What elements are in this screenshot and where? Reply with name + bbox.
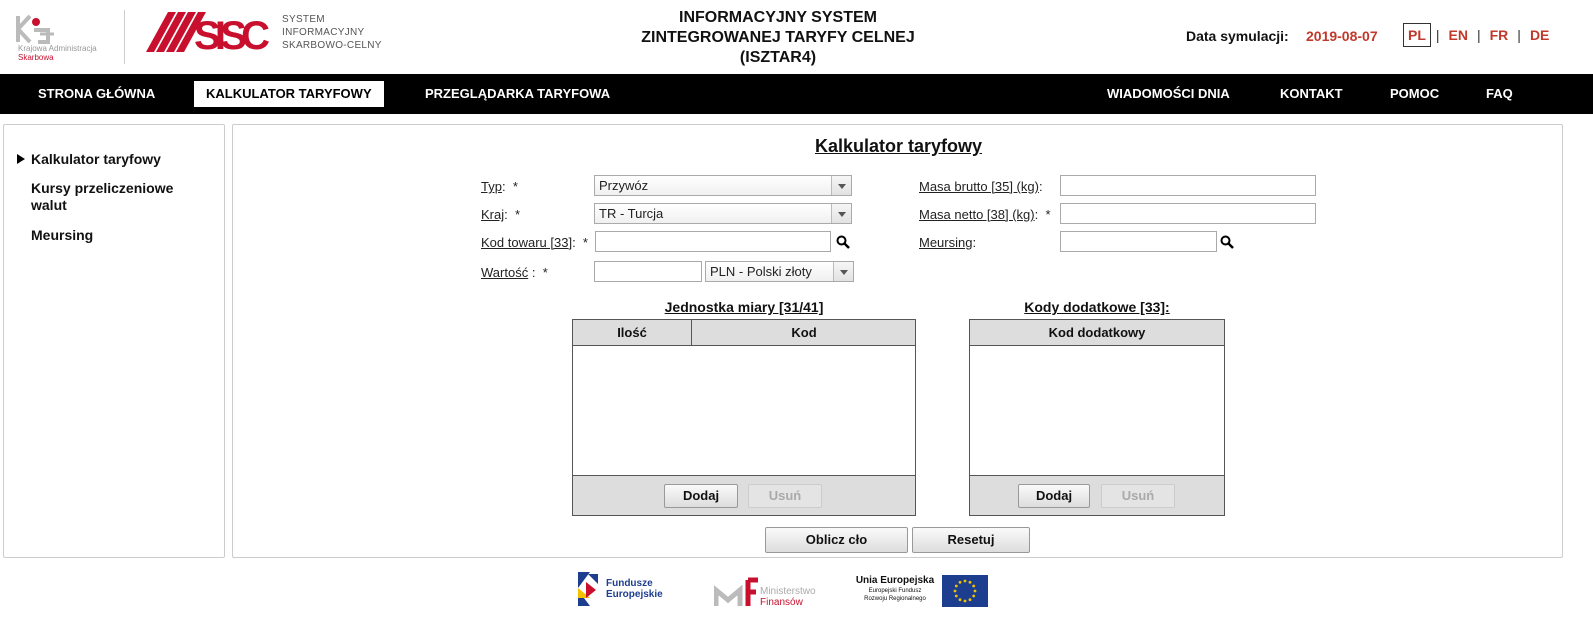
required-mark: * bbox=[512, 179, 518, 194]
required-mark: * bbox=[514, 207, 521, 222]
app-title-line2: ZINTEGROWANEJ TARYFY CELNEJ bbox=[641, 29, 915, 46]
kod-towaru-label-text: Kod towaru [33] bbox=[481, 235, 573, 250]
mf-line1: Ministerstwo bbox=[760, 586, 816, 597]
sidebar-item-calculator[interactable]: Kalkulator taryfowy bbox=[31, 151, 161, 167]
units-table-footer bbox=[573, 475, 915, 515]
kraj-select-value: TR - Turcja bbox=[599, 206, 664, 221]
search-icon[interactable] bbox=[836, 235, 850, 249]
header bbox=[0, 0, 1593, 74]
sidebar-item-exchange-rates[interactable]: Kursy przeliczeniowe walut bbox=[31, 180, 174, 213]
label-colon: : bbox=[1038, 179, 1043, 194]
currency-select-value: PLN - Polski złoty bbox=[710, 264, 812, 279]
sisc-logo[interactable] bbox=[146, 12, 274, 54]
eu-flag-icon bbox=[942, 575, 988, 607]
sidebar bbox=[3, 124, 225, 558]
mf-line2: Finansów bbox=[760, 597, 803, 608]
app-title bbox=[600, 8, 956, 68]
chevron-down-icon[interactable] bbox=[831, 176, 851, 195]
unia-europejska-logo bbox=[853, 574, 993, 610]
chevron-down-icon[interactable] bbox=[831, 204, 851, 223]
kas-text bbox=[18, 44, 97, 62]
codes-table-title: Kody dodatkowe [33]: bbox=[1024, 299, 1170, 315]
masa-netto-label bbox=[919, 207, 1051, 222]
required-mark: * bbox=[542, 265, 548, 280]
masa-netto-input[interactable] bbox=[1060, 203, 1316, 224]
sidebar-item-meursing[interactable]: Meursing bbox=[31, 227, 94, 243]
wartosc-input[interactable] bbox=[594, 261, 702, 282]
typ-select-value: Przywóz bbox=[599, 178, 649, 193]
nav-help[interactable]: POMOC bbox=[1390, 86, 1440, 101]
nav-news[interactable]: WIADOMOŚCI DNIA bbox=[1107, 86, 1230, 101]
kas-line1: Krajowa Administracja bbox=[18, 44, 97, 53]
calculate-duty-button[interactable]: Oblicz cło bbox=[765, 527, 908, 553]
required-mark: * bbox=[582, 235, 588, 250]
meursing-label-text: Meursing bbox=[919, 235, 973, 250]
codes-table bbox=[969, 319, 1225, 516]
mf-text bbox=[760, 586, 816, 608]
label-colon: : bbox=[1034, 207, 1039, 222]
currency-select[interactable] bbox=[705, 261, 854, 282]
codes-col-code: Kod dodatkowy bbox=[1048, 325, 1146, 340]
wartosc-label bbox=[481, 265, 548, 280]
units-table bbox=[572, 319, 916, 516]
codes-remove-button[interactable]: Usuń bbox=[1101, 484, 1175, 508]
fe-text bbox=[606, 578, 663, 600]
meursing-input[interactable] bbox=[1060, 231, 1217, 252]
units-remove-button[interactable]: Usuń bbox=[748, 484, 822, 508]
codes-add-button[interactable]: Dodaj bbox=[1018, 484, 1090, 508]
fe-line1: Fundusze bbox=[606, 578, 653, 589]
codes-table-header bbox=[970, 320, 1224, 346]
nav-faq[interactable]: FAQ bbox=[1486, 86, 1513, 101]
svg-text:SISC: SISC bbox=[194, 14, 270, 54]
typ-label-text: Typ bbox=[481, 179, 502, 194]
ue-line2: Europejski Fundusz bbox=[868, 588, 922, 594]
units-table-title: Jednostka miary [31/41] bbox=[664, 299, 824, 315]
lang-pl[interactable]: PL bbox=[1403, 23, 1431, 47]
units-table-header bbox=[573, 320, 915, 346]
fe-mark-icon bbox=[574, 570, 602, 608]
lang-fr[interactable]: FR bbox=[1489, 27, 1509, 43]
label-colon: : bbox=[572, 235, 576, 250]
sisc-sub-line3: SKARBOWO-CELNY bbox=[282, 40, 382, 51]
label-colon: : bbox=[504, 207, 508, 222]
units-col-code: Kod bbox=[791, 325, 817, 340]
ue-line1: Unia Europejska bbox=[855, 575, 935, 586]
fe-line2: Europejskie bbox=[606, 589, 663, 600]
masa-brutto-label bbox=[919, 179, 1043, 194]
codes-table-footer bbox=[970, 475, 1224, 515]
reset-button[interactable]: Resetuj bbox=[912, 527, 1030, 553]
typ-label bbox=[481, 179, 518, 194]
typ-select[interactable] bbox=[594, 175, 852, 196]
lang-de[interactable]: DE bbox=[1529, 27, 1550, 43]
wartosc-label-text: Wartość bbox=[481, 265, 529, 280]
search-icon[interactable] bbox=[1220, 235, 1234, 249]
nav-calculator[interactable]: KALKULATOR TARYFOWY bbox=[194, 81, 384, 107]
sisc-subtitle bbox=[282, 13, 382, 52]
nav-home[interactable]: STRONA GŁÓWNA bbox=[38, 86, 156, 101]
sisc-sub-line2: INFORMACYJNY bbox=[282, 27, 365, 38]
kraj-label-text: Kraj bbox=[481, 207, 505, 222]
ue-text bbox=[853, 575, 937, 603]
kod-towaru-input[interactable] bbox=[595, 231, 831, 252]
simulation-date-label: Data symulacji: bbox=[1186, 28, 1289, 44]
ue-line3: Rozwoju Regionalnego bbox=[864, 596, 926, 602]
mf-mark-icon bbox=[714, 576, 760, 608]
lang-separator: | bbox=[1476, 27, 1481, 43]
label-colon: : bbox=[972, 235, 977, 250]
fundusze-europejskie-logo bbox=[574, 570, 674, 610]
nav-contact[interactable]: KONTAKT bbox=[1280, 86, 1343, 101]
main-nav bbox=[0, 74, 1593, 114]
app-title-line3: (ISZTAR4) bbox=[739, 49, 817, 66]
current-item-arrow-icon bbox=[17, 154, 25, 164]
chevron-down-icon[interactable] bbox=[833, 262, 853, 281]
page-title: Kalkulator taryfowy bbox=[814, 136, 983, 156]
lang-separator: | bbox=[1435, 27, 1440, 43]
kod-towaru-label bbox=[481, 235, 588, 250]
units-add-button[interactable]: Dodaj bbox=[664, 484, 738, 508]
logo-divider bbox=[124, 10, 125, 64]
meursing-label bbox=[919, 235, 976, 250]
ministerstwo-finansow-logo bbox=[714, 574, 830, 610]
language-switcher bbox=[1403, 23, 1553, 47]
simulation-date-value[interactable]: 2019-08-07 bbox=[1306, 28, 1378, 44]
units-col-qty: Ilość bbox=[573, 320, 692, 346]
masa-netto-label-text: Masa netto [38] (kg) bbox=[919, 207, 1035, 222]
label-colon: : bbox=[531, 265, 536, 280]
kraj-label bbox=[481, 207, 520, 222]
kraj-select[interactable] bbox=[594, 203, 852, 224]
lang-en[interactable]: EN bbox=[1448, 27, 1468, 43]
kas-line2: Skarbowa bbox=[18, 53, 54, 62]
lang-separator: | bbox=[1517, 27, 1521, 43]
label-colon: : bbox=[501, 179, 506, 194]
sisc-sub-line1: SYSTEM bbox=[282, 14, 325, 25]
masa-brutto-label-text: Masa brutto [35] (kg) bbox=[919, 179, 1039, 194]
main-panel bbox=[232, 124, 1563, 558]
masa-brutto-input[interactable] bbox=[1060, 175, 1316, 196]
nav-browser[interactable]: PRZEGLĄDARKA TARYFOWA bbox=[425, 86, 611, 101]
required-mark: * bbox=[1045, 207, 1051, 222]
app-title-line1: INFORMACYJNY SYSTEM bbox=[679, 9, 877, 26]
